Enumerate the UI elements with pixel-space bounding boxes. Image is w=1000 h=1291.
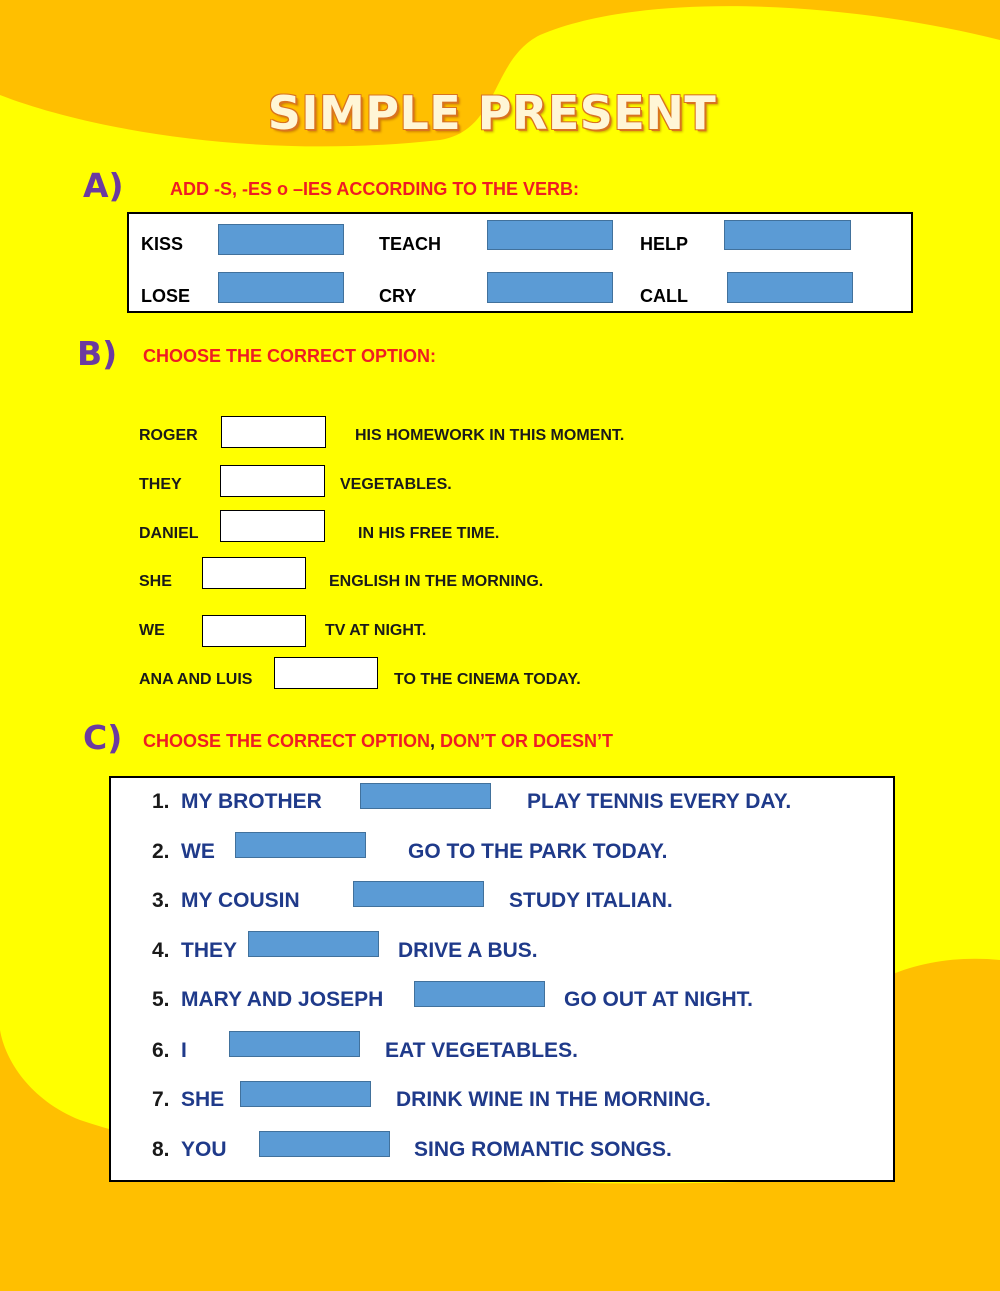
sentence-subject: YOU xyxy=(181,1138,227,1161)
item-number: 3. xyxy=(152,889,170,912)
section-a-instruction: ADD -S, -ES o –IES ACCORDING TO THE VERB: xyxy=(170,179,580,199)
verb-label: KISS xyxy=(141,234,184,254)
sentence-subject: ROGER xyxy=(139,427,198,444)
sentence-subject: SHE xyxy=(181,1088,225,1111)
sentence-rest: DRINK WINE IN THE MORNING. xyxy=(396,1088,711,1111)
answer-input[interactable] xyxy=(240,1081,371,1107)
sentence-subject: MY BROTHER xyxy=(181,790,322,813)
section-c-letter: C) xyxy=(83,718,123,757)
section-b-letter: B) xyxy=(77,334,118,373)
option-dropdown[interactable] xyxy=(274,657,378,689)
sentence-rest: PLAY TENNIS EVERY DAY. xyxy=(527,790,792,813)
answer-input[interactable] xyxy=(487,220,613,250)
instruction-part: CHOOSE THE CORRECT OPTION xyxy=(143,731,431,751)
sentence-rest: TO THE CINEMA TODAY. xyxy=(394,671,581,688)
option-dropdown[interactable] xyxy=(202,615,306,647)
option-dropdown[interactable] xyxy=(220,465,325,497)
answer-input[interactable] xyxy=(259,1131,390,1157)
sentence-rest: STUDY ITALIAN. xyxy=(509,889,673,912)
sentence-subject: DANIEL xyxy=(139,525,199,542)
item-number: 1. xyxy=(152,790,170,813)
sentence-subject: MARY AND JOSEPH xyxy=(181,988,384,1011)
section-c-box xyxy=(109,776,895,1182)
sentence-rest: EAT VEGETABLES. xyxy=(385,1039,578,1062)
sentence-rest: DRIVE A BUS. xyxy=(398,939,538,962)
sentence-rest: GO TO THE PARK TODAY. xyxy=(408,840,668,863)
answer-input[interactable] xyxy=(727,272,853,303)
item-number: 2. xyxy=(152,840,170,863)
verb-label: CALL xyxy=(640,286,688,306)
item-number: 5. xyxy=(152,988,170,1011)
sentence-subject: THEY xyxy=(181,939,238,962)
sentence-rest: HIS HOMEWORK IN THIS MOMENT. xyxy=(355,427,625,444)
verb-label: HELP xyxy=(640,234,689,254)
answer-input[interactable] xyxy=(218,272,344,303)
sentence-subject: MY COUSIN xyxy=(181,889,300,912)
sentence-rest: TV AT NIGHT. xyxy=(325,622,427,639)
sentence-rest: GO OUT AT NIGHT. xyxy=(564,988,753,1011)
sentence-subject: WE xyxy=(139,622,165,639)
item-number: 6. xyxy=(152,1039,170,1062)
page-title: SIMPLE PRESENT xyxy=(267,86,717,140)
sentence-rest: ENGLISH IN THE MORNING. xyxy=(329,573,544,590)
answer-input[interactable] xyxy=(218,224,344,255)
verb-label: CRY xyxy=(379,286,417,306)
instruction-comma: , xyxy=(430,731,436,751)
verb-label: TEACH xyxy=(379,234,441,254)
instruction-part: DON’T OR DOESN’T xyxy=(435,731,614,751)
answer-input[interactable] xyxy=(235,832,366,858)
answer-input[interactable] xyxy=(724,220,851,250)
answer-input[interactable] xyxy=(229,1031,360,1057)
answer-input[interactable] xyxy=(248,931,379,957)
item-number: 4. xyxy=(152,939,170,962)
option-dropdown[interactable] xyxy=(220,510,325,542)
item-number: 8. xyxy=(152,1138,170,1161)
section-a-letter: A) xyxy=(83,166,124,205)
section-c-instruction xyxy=(143,731,613,752)
answer-input[interactable] xyxy=(487,272,613,303)
sentence-subject: SHE xyxy=(139,573,172,590)
option-dropdown[interactable] xyxy=(221,416,326,448)
sentence-subject: WE xyxy=(181,840,215,863)
section-b-instruction: CHOOSE THE CORRECT OPTION: xyxy=(143,346,437,366)
verb-label: LOSE xyxy=(141,286,191,306)
sentence-rest: IN HIS FREE TIME. xyxy=(358,525,500,542)
sentence-subject: I xyxy=(181,1039,187,1062)
sentence-rest: SING ROMANTIC SONGS. xyxy=(414,1138,672,1161)
sentence-rest: VEGETABLES. xyxy=(340,476,452,493)
option-dropdown[interactable] xyxy=(202,557,306,589)
sentence-subject: ANA AND LUIS xyxy=(139,671,253,688)
answer-input[interactable] xyxy=(353,881,484,907)
answer-input[interactable] xyxy=(414,981,545,1007)
answer-input[interactable] xyxy=(360,783,491,809)
sentence-subject: THEY xyxy=(139,476,182,493)
item-number: 7. xyxy=(152,1088,170,1111)
